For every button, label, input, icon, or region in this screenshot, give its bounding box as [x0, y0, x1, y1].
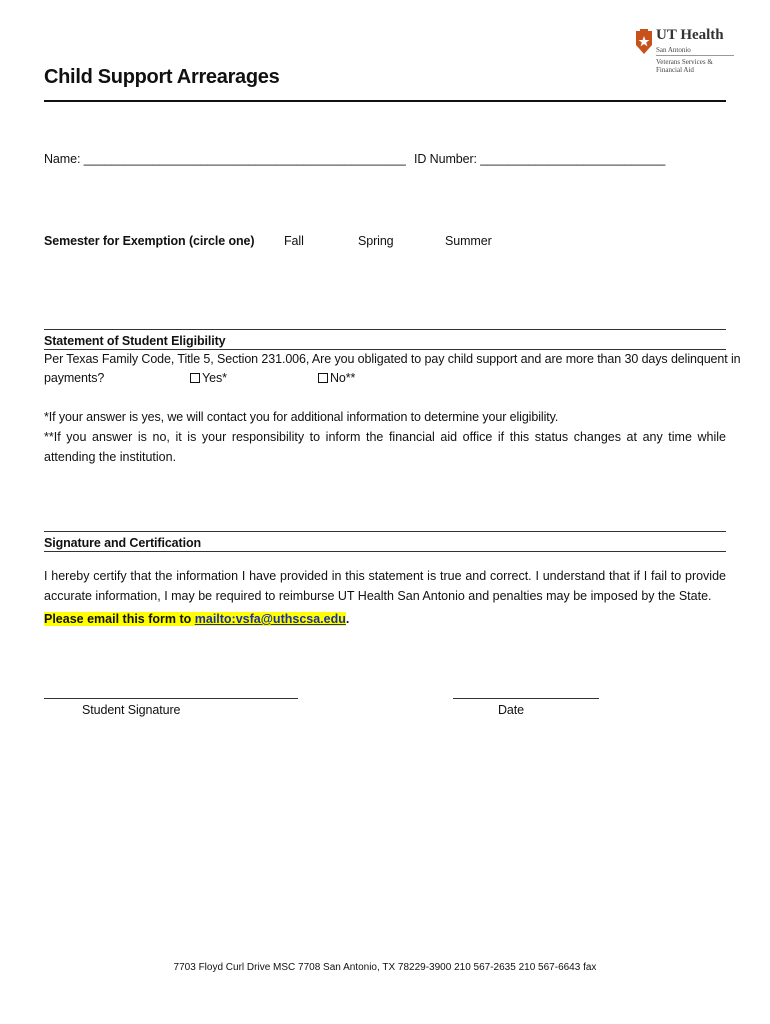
semester-option-fall[interactable]: Fall: [284, 234, 304, 248]
logo-department-line2: Financial Aid: [656, 66, 694, 74]
certification-top-rule: [44, 531, 726, 532]
page-title: Child Support Arrearages: [44, 66, 280, 88]
certification-heading-rule: [44, 551, 726, 552]
id-number-field[interactable]: ID Number: ___________________________: [414, 152, 666, 166]
email-link[interactable]: mailto:vsfa@uthscsa.edu: [194, 612, 346, 626]
email-prefix: Please email this form to: [44, 612, 195, 626]
certification-statement: I hereby certify that the information I have provided in this statement is true and correct. I understand that if I fail to provide accurate information, I may be required to reimburse UT Health San Antonio and penalties may be imposed by the State.: [44, 569, 726, 603]
logo-divider: [656, 55, 734, 56]
logo-department-line1: Veterans Services &: [656, 58, 713, 66]
yes-label: Yes*: [202, 371, 227, 385]
eligibility-top-rule: [44, 329, 726, 330]
email-suffix: .: [345, 612, 350, 626]
shield-star-icon: [634, 29, 654, 55]
footer-address: 7703 Floyd Curl Drive MSC 7708 San Antonio, TX 78229-3900 210 567-2635 210 567-6643 fax: [173, 962, 597, 973]
no-checkbox[interactable]: [318, 373, 328, 383]
semester-option-summer[interactable]: Summer: [445, 234, 492, 248]
logo-sub: San Antonio: [656, 46, 691, 54]
note-no: **If you answer is no, it is your responsibility to inform the financial aid office if this status changes at any time while attending the institution.: [44, 430, 726, 464]
note-yes: *If your answer is yes, we will contact you for additional information to determine your eligibility.: [44, 410, 559, 424]
no-option[interactable]: [318, 369, 355, 387]
semester-label: Semester for Exemption (circle one): [44, 234, 255, 248]
no-label: No**: [330, 371, 356, 385]
student-signature-label: Student Signature: [82, 703, 181, 717]
yes-checkbox[interactable]: [190, 373, 200, 383]
title-divider: [44, 100, 726, 102]
yes-option[interactable]: [190, 369, 227, 387]
date-label: Date: [498, 703, 525, 717]
eligibility-question-line2: payments?: [44, 371, 105, 385]
eligibility-question-line1: Per Texas Family Code, Title 5, Section 231.006, Are you obligated to pay child support and are more than 30 days delinquent in: [44, 352, 741, 366]
email-instruction: [44, 612, 349, 626]
semester-option-spring[interactable]: Spring: [358, 234, 394, 248]
student-signature-line[interactable]: [44, 698, 298, 699]
name-field[interactable]: Name: _______________________________________________: [44, 152, 406, 166]
eligibility-heading: Statement of Student Eligibility: [44, 334, 226, 348]
date-line[interactable]: [453, 698, 599, 699]
certification-heading: Signature and Certification: [44, 536, 202, 550]
ut-health-logo: [634, 27, 744, 79]
logo-brand: UT Health: [656, 27, 724, 43]
